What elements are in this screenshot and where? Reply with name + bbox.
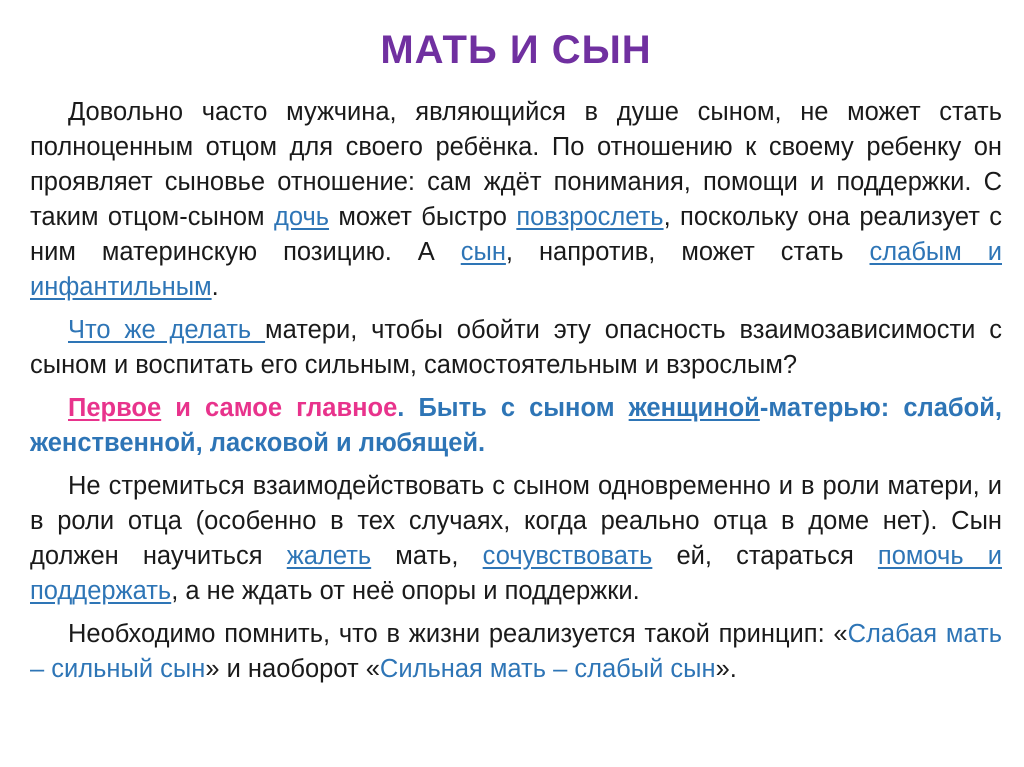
text: Необходимо помнить, что в жизни реализуется такой принцип: « bbox=[68, 620, 848, 648]
quote-weak-mother: Слабая мать – сильный сын bbox=[30, 620, 1002, 683]
text: Не стремиться взаимодействовать с сыном одновременно и в роли матери, и в роли отца (особенно в тех случаях, когда реально отца в доме нет). Сын должен научиться bbox=[30, 472, 1002, 570]
link-syn[interactable]: сын bbox=[460, 238, 506, 266]
slide-title: МАТЬ И СЫН bbox=[380, 28, 652, 72]
text: ». bbox=[715, 655, 737, 683]
link-zhenshchinoy[interactable]: женщиной bbox=[628, 394, 760, 422]
link-chto-zhe-delat[interactable]: Что же делать bbox=[68, 316, 266, 344]
text: , напротив, может стать bbox=[505, 238, 870, 266]
text: Довольно часто мужчина, являющийся в душе сыном, не может стать полноценным отцом для своего ребёнка. По отношению к своему ребенку он проявляет сыновье отношение: сам ждёт понимания, помощи и поддержки. С таким отцом-сыном bbox=[30, 98, 1002, 231]
paragraph-1 bbox=[30, 95, 1002, 305]
paragraph-3 bbox=[30, 391, 1002, 461]
quote-strong-mother: Сильная мать – слабый сын bbox=[379, 655, 716, 683]
text: . bbox=[211, 273, 219, 301]
slide-body bbox=[30, 95, 1002, 687]
link-sochuvstvovat[interactable]: сочувствовать bbox=[482, 542, 653, 570]
highlight-text: -матерью: слабой, женственной, ласковой и любящей. bbox=[30, 394, 1002, 457]
text: ей, стараться bbox=[652, 542, 878, 570]
link-slabym-i-infantilnym[interactable]: слабым и инфантильным bbox=[30, 238, 1002, 301]
highlight-text: . Быть с сыном bbox=[397, 394, 629, 422]
text: , а не ждать от неё опоры и поддержки. bbox=[171, 577, 640, 605]
text: мать, bbox=[371, 542, 483, 570]
text: матери, чтобы обойти эту опасность взаимозависимости с сыном и воспитать его сильным, самостоятельным и взрослым? bbox=[30, 316, 1002, 379]
link-doch[interactable]: дочь bbox=[273, 203, 330, 231]
text: может быстро bbox=[329, 203, 517, 231]
paragraph-5 bbox=[30, 617, 1002, 687]
link-povzroslet[interactable]: повзрослеть bbox=[516, 203, 664, 231]
text: , поскольку она реализует с ним материнскую позицию. А bbox=[30, 203, 1003, 266]
text: » и наоборот « bbox=[205, 655, 380, 683]
highlight-text: и самое главное bbox=[161, 394, 398, 422]
link-zhalet[interactable]: жалеть bbox=[286, 542, 372, 570]
link-pomoch-i-podderzhat[interactable]: помочь и поддержать bbox=[30, 542, 1002, 605]
link-pervoe[interactable]: Первое bbox=[68, 394, 162, 422]
paragraph-4 bbox=[30, 469, 1002, 609]
paragraph-2 bbox=[30, 313, 1002, 383]
